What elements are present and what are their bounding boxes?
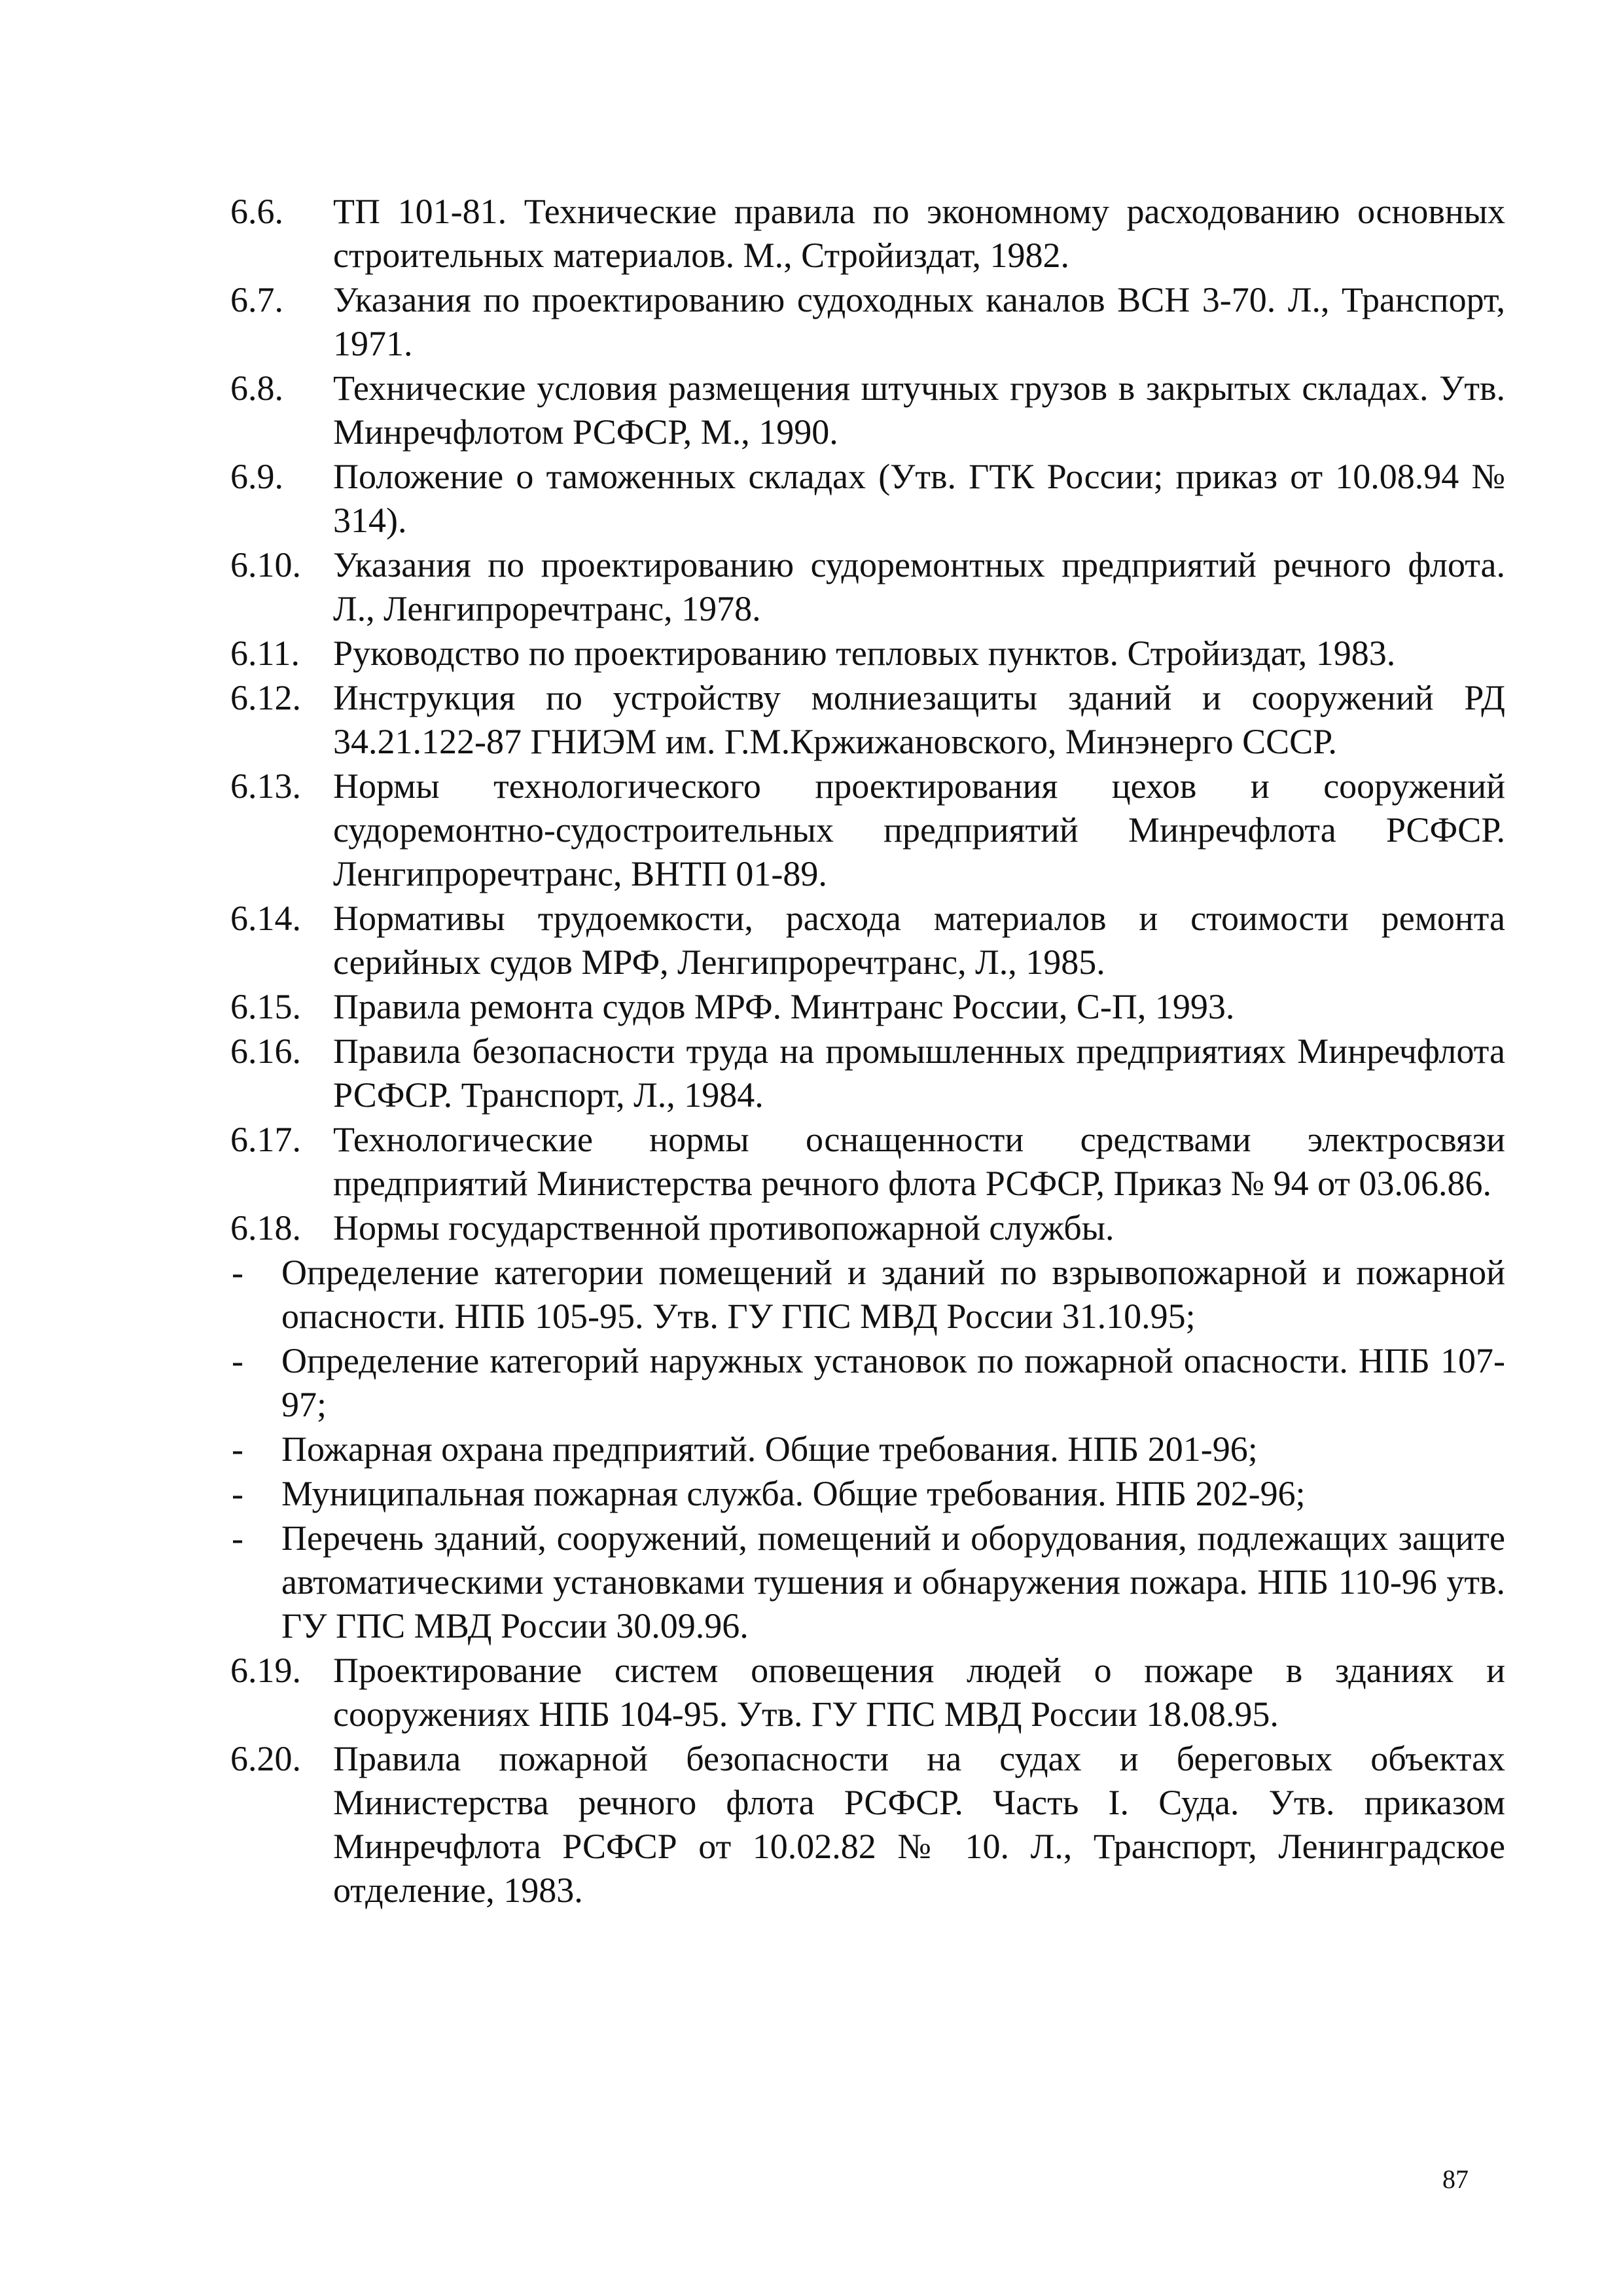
entry-number: 6.14. <box>230 899 301 938</box>
sub-item-text: Определение категорий наружных установок по пожарной опасности. НПБ 107-97; <box>281 1341 1505 1424</box>
entry-number: 6.10. <box>230 545 301 584</box>
entry-text: Нормы технологического проектирования цехов и сооружений судоремонтно-судостроительных предприятий Минречфлота РСФСР. Ленгипроречтранс, ВНТП 01-89. <box>333 766 1505 893</box>
sub-list-item <box>230 1427 1505 1471</box>
reference-entry-6-14 <box>230 897 1505 984</box>
entry-text: Нормативы трудоемкости, расхода материалов и стоимости ремонта серийных судов МРФ, Ленгипроречтранс, Л., 1985. <box>333 899 1505 982</box>
entry-number: 6.18. <box>230 1208 301 1247</box>
reference-entry-6-20 <box>230 1737 1505 1912</box>
reference-entry-6-7 <box>230 278 1505 366</box>
entry-text: Нормы государственной противопожарной службы. <box>333 1208 1115 1247</box>
entry-number: 6.19. <box>230 1651 301 1690</box>
sub-list-item <box>230 1251 1505 1338</box>
entry-text: Инструкция по устройству молниезащиты зданий и сооружений РД 34.21.122-87 ГНИЭМ им. Г.М.Кржижановского, Минэнерго СССР. <box>333 678 1505 761</box>
entry-text: Указания по проектированию судоремонтных предприятий речного флота. Л., Ленгипроречтранс, 1978. <box>333 545 1505 628</box>
entry-number: 6.9. <box>230 457 283 496</box>
sub-item-text: Перечень зданий, сооружений, помещений и оборудования, подлежащих защите автоматическими установками тушения и обнаружения пожара. НПБ 110-96 утв. ГУ ГПС МВД России 30.09.96. <box>281 1518 1505 1645</box>
reference-entry-6-17 <box>230 1118 1505 1206</box>
reference-entry-6-16 <box>230 1030 1505 1117</box>
entry-text: Положение о таможенных складах (Утв. ГТК России; приказ от 10.08.94 № 314). <box>333 457 1505 540</box>
sub-item-text: Муниципальная пожарная служба. Общие требования. НПБ 202-96; <box>281 1474 1306 1513</box>
sub-list-item <box>230 1472 1505 1516</box>
reference-entry-6-9 <box>230 455 1505 543</box>
entry-text: Руководство по проектированию тепловых пунктов. Стройиздат, 1983. <box>333 634 1396 673</box>
sub-list-item <box>230 1339 1505 1427</box>
list-dash: - <box>232 1253 243 1292</box>
entry-number: 6.16. <box>230 1031 301 1071</box>
reference-entry-6-12 <box>230 676 1505 764</box>
list-dash: - <box>232 1518 243 1558</box>
list-dash: - <box>232 1341 243 1380</box>
reference-entry-6-6 <box>230 190 1505 278</box>
entry-text: Правила безопасности труда на промышленных предприятиях Минречфлота РСФСР. Транспорт, Л., 1984. <box>333 1031 1505 1115</box>
entry-text: Проектирование систем оповещения людей о пожаре в зданиях и сооружениях НПБ 104-95. Утв. ГУ ГПС МВД России 18.08.95. <box>333 1651 1505 1734</box>
entry-number: 6.15. <box>230 987 301 1026</box>
list-dash: - <box>232 1474 243 1513</box>
entry-number: 6.12. <box>230 678 301 717</box>
entry-number: 6.17. <box>230 1120 301 1159</box>
entry-number: 6.6. <box>230 192 283 231</box>
reference-entry-6-19 <box>230 1649 1505 1736</box>
list-dash: - <box>232 1429 243 1469</box>
entry-number: 6.11. <box>230 634 300 673</box>
reference-entry-6-18 <box>230 1206 1505 1250</box>
entry-number: 6.20. <box>230 1739 301 1778</box>
page-number: 87 <box>1442 2164 1469 2194</box>
sub-list-item <box>230 1516 1505 1648</box>
reference-entry-6-15 <box>230 985 1505 1029</box>
entry-number: 6.7. <box>230 280 283 319</box>
entry-text: ТП 101-81. Технические правила по экономному расходованию основных строительных материалов. М., Стройиздат, 1982. <box>333 192 1505 275</box>
reference-entry-6-10 <box>230 543 1505 631</box>
sub-item-text: Пожарная охрана предприятий. Общие требования. НПБ 201-96; <box>281 1429 1258 1469</box>
reference-list <box>230 190 1505 1913</box>
entry-text: Технологические нормы оснащенности средствами электросвязи предприятий Министерства речного флота РСФСР, Приказ № 94 от 03.06.86. <box>333 1120 1505 1203</box>
entry-number: 6.13. <box>230 766 301 806</box>
reference-entry-6-11 <box>230 632 1505 675</box>
entry-number: 6.8. <box>230 368 283 408</box>
reference-entry-6-8 <box>230 367 1505 454</box>
entry-text: Указания по проектированию судоходных каналов ВСН 3-70. Л., Транспорт, 1971. <box>333 280 1505 363</box>
reference-entry-6-13 <box>230 764 1505 896</box>
sub-item-text: Определение категории помещений и зданий по взрывопожарной и пожарной опасности. НПБ 105-95. Утв. ГУ ГПС МВД России 31.10.95; <box>281 1253 1505 1336</box>
entry-text: Правила ремонта судов МРФ. Минтранс России, С-П, 1993. <box>333 987 1235 1026</box>
entry-text: Технические условия размещения штучных грузов в закрытых складах. Утв. Минречфлотом РСФСР, М., 1990. <box>333 368 1505 452</box>
entry-text: Правила пожарной безопасности на судах и береговых объектах Министерства речного флота РСФСР. Часть I. Суда. Утв. приказом Минречфлота РСФСР от 10.02.82 № 10. Л., Транспорт, Ленинградское отделение, 1983. <box>333 1739 1505 1910</box>
